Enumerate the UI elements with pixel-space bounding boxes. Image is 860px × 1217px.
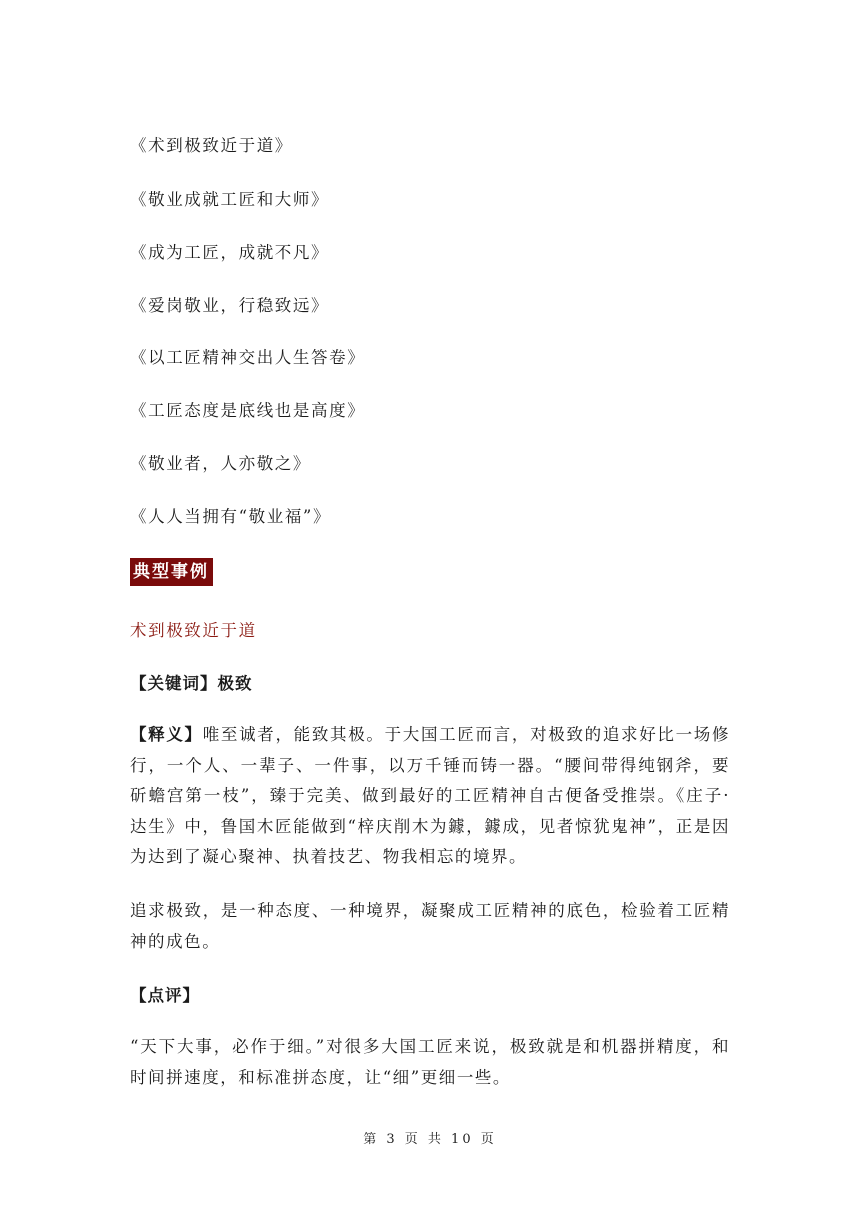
title-list-item: 《工匠态度是底线也是高度》 (130, 401, 366, 420)
definition-lead: 【释义】 (130, 725, 203, 744)
comment-paragraph: “天下大事，必作于细。”对很多大国工匠来说，极致就是和机器拼精度，和时间拼速度，和标准拼态度，让“细”更细一些。 (130, 1037, 730, 1087)
body-paragraph: 追求极致，是一种态度、一种境界，凝聚成工匠精神的底色，检验着工匠精神的成色。 (130, 901, 730, 951)
title-list-item: 《人人当拥有“敬业福”》 (130, 507, 332, 526)
definition-body: 唯至诚者，能致其极。于大国工匠而言，对极致的追求好比一场修行，一个人、一辈子、一件事，以万千锤而铸一器。“腰间带得纯钢斧，要斫蟾宫第一枝”，臻于完美、做到最好的工匠精神自古便备受推崇。《庄子·达生》中，鲁国木匠能做到“梓庆削木为鐻，鐻成，见者惊犹鬼神”，正是因为达到了凝心聚神、执着技艺、物我相忘的境界。 (130, 725, 731, 866)
case-title: 术到极致近于道 (130, 621, 257, 640)
title-list-item: 《成为工匠，成就不凡》 (130, 243, 330, 262)
title-list-item: 《术到极致近于道》 (130, 136, 293, 155)
section-heading: 典型事例 (130, 558, 213, 586)
definition-paragraph (130, 720, 730, 873)
title-list-item: 《敬业者，人亦敬之》 (130, 454, 311, 473)
page-number: 第 3 页 共 10 页 (363, 1132, 497, 1147)
title-list-item: 《爱岗敬业，行稳致远》 (130, 296, 330, 315)
title-list-item: 《敬业成就工匠和大师》 (130, 190, 330, 209)
comment-label: 【点评】 (130, 986, 200, 1005)
keyword-line: 【关键词】极致 (130, 674, 253, 693)
title-list-item: 《以工匠精神交出人生答卷》 (130, 348, 366, 367)
